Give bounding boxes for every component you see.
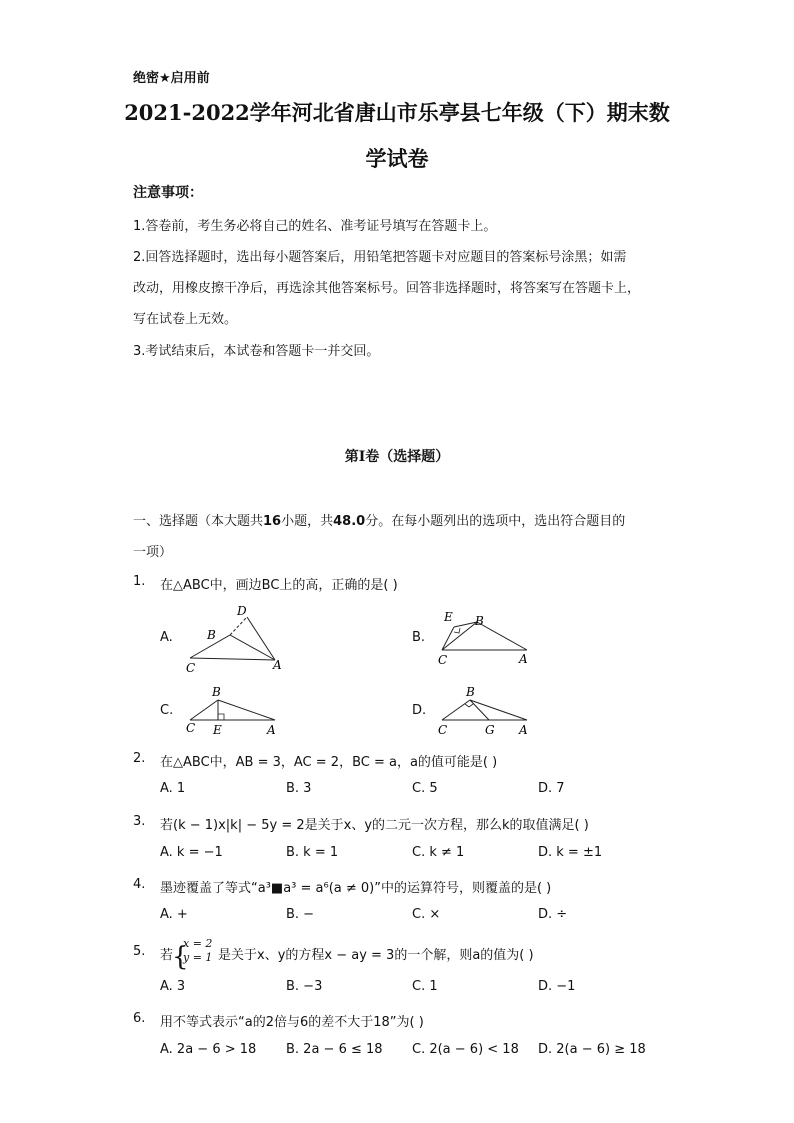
figure-option-c xyxy=(180,683,290,738)
question-text: 是关于x、y的方程x − ay = 3的一个解，则a的值为( ) xyxy=(218,948,534,963)
option-d[interactable]: D. −1 xyxy=(538,979,576,994)
system-equation-2: y = 1 xyxy=(183,951,213,964)
option-c[interactable]: C. × xyxy=(412,907,441,922)
option-a[interactable]: A. + xyxy=(160,907,188,922)
option-b[interactable]: B. k = 1 xyxy=(286,845,339,860)
question-number: 4. xyxy=(133,877,146,892)
label-b: B xyxy=(212,685,221,699)
question-number: 5. xyxy=(133,944,146,959)
question-text: 墨迹覆盖了等式“a³■a³ = a⁶(a ≠ 0)”中的运算符号，则覆盖的是( ) xyxy=(160,881,552,896)
part-instructions-line2: 一项） xyxy=(133,545,173,560)
option-d[interactable]: D. 7 xyxy=(538,781,565,796)
part-instructions: 一、选择题（本大题共16小题，共48.0分。在每小题列出的选项中，选出符合题目的 xyxy=(133,514,626,529)
option-b[interactable]: B. − xyxy=(286,907,315,922)
label-a: A xyxy=(519,652,528,666)
question-number: 3. xyxy=(133,814,146,829)
note-line: 1.答卷前，考生务必将自己的姓名、准考证号填写在答题卡上。 xyxy=(133,219,497,234)
question-text: 在△ABC中，AB = 3，AC = 2，BC = a，a的值可能是( ) xyxy=(160,755,498,770)
option-d[interactable]: D. 2(a − 6) ≥ 18 xyxy=(538,1042,646,1057)
confidential-mark: 绝密★启用前 xyxy=(133,71,210,86)
label-a: A xyxy=(267,723,276,737)
label-c: C xyxy=(186,661,196,675)
question-text: 若(k − 1)x|k| − 5y = 2是关于x、y的二元一次方程，那么k的取值满足( ) xyxy=(160,818,589,833)
option-a[interactable]: A. 2a − 6 > 18 xyxy=(160,1042,257,1057)
option-a[interactable]: A. k = −1 xyxy=(160,845,223,860)
option-d[interactable]: D. ÷ xyxy=(538,907,568,922)
label-d: D xyxy=(237,604,247,618)
option-b[interactable]: B. 2a − 6 ≤ 18 xyxy=(286,1042,383,1057)
option-c[interactable]: C. 2(a − 6) < 18 xyxy=(412,1042,519,1057)
exam-title: 2021-2022学年河北省唐山市乐亭县七年级（下）期末数 xyxy=(124,100,670,125)
label-e: E xyxy=(213,723,222,737)
figure-option-d xyxy=(432,683,542,738)
label-a: A xyxy=(519,723,528,737)
label-b: B xyxy=(475,614,484,628)
note-line: 改动，用橡皮擦干净后，再选涂其他答案标号。回答非选择题时，将答案写在答题卡上， xyxy=(133,281,641,296)
label-c: C xyxy=(438,723,448,737)
figure-option-b xyxy=(432,605,542,670)
label-a: A xyxy=(273,658,282,672)
option-b[interactable]: B. 3 xyxy=(286,781,312,796)
question-text-prefix: 若 xyxy=(160,948,174,963)
section-title: 第I卷（选择题） xyxy=(344,449,450,465)
note-line: 2.回答选择题时，选出每小题答案后，用铅笔把答题卡对应题目的答案标号涂黑；如需 xyxy=(133,250,627,265)
equation-brace: { xyxy=(172,942,189,972)
label-b: B xyxy=(466,685,475,699)
label-b: B xyxy=(207,628,216,642)
question-number: 1. xyxy=(133,574,146,589)
system-equation-1: x = 2 xyxy=(183,937,213,950)
figure-option-a xyxy=(180,600,300,675)
option-a[interactable]: A. 3 xyxy=(160,979,186,994)
label-c: C xyxy=(186,721,196,735)
option-c[interactable]: C. k ≠ 1 xyxy=(412,845,465,860)
note-line: 3.考试结束后，本试卷和答题卡一并交回。 xyxy=(133,344,380,359)
label-c: C xyxy=(438,653,448,667)
option-b[interactable]: B. −3 xyxy=(286,979,323,994)
note-line: 写在试卷上无效。 xyxy=(133,312,238,327)
question-number: 2. xyxy=(133,751,146,766)
option-c[interactable]: C. 1 xyxy=(412,979,438,994)
question-number: 6. xyxy=(133,1011,146,1026)
label-g: G xyxy=(485,723,495,737)
notes-heading: 注意事项： xyxy=(133,185,203,201)
exam-title-line2: 学试卷 xyxy=(365,146,429,171)
option-d-label: D. xyxy=(412,703,427,718)
label-e: E xyxy=(444,610,453,624)
question-text: 在△ABC中，画边BC上的高，正确的是( ) xyxy=(160,578,398,593)
question-text: 用不等式表示“a的2倍与6的差不大于18”为( ) xyxy=(160,1015,424,1030)
option-b-label: B. xyxy=(412,630,426,645)
option-c[interactable]: C. 5 xyxy=(412,781,438,796)
option-d[interactable]: D. k = ±1 xyxy=(538,845,603,860)
option-a-label: A. xyxy=(160,630,173,645)
option-c-label: C. xyxy=(160,703,174,718)
option-a[interactable]: A. 1 xyxy=(160,781,186,796)
